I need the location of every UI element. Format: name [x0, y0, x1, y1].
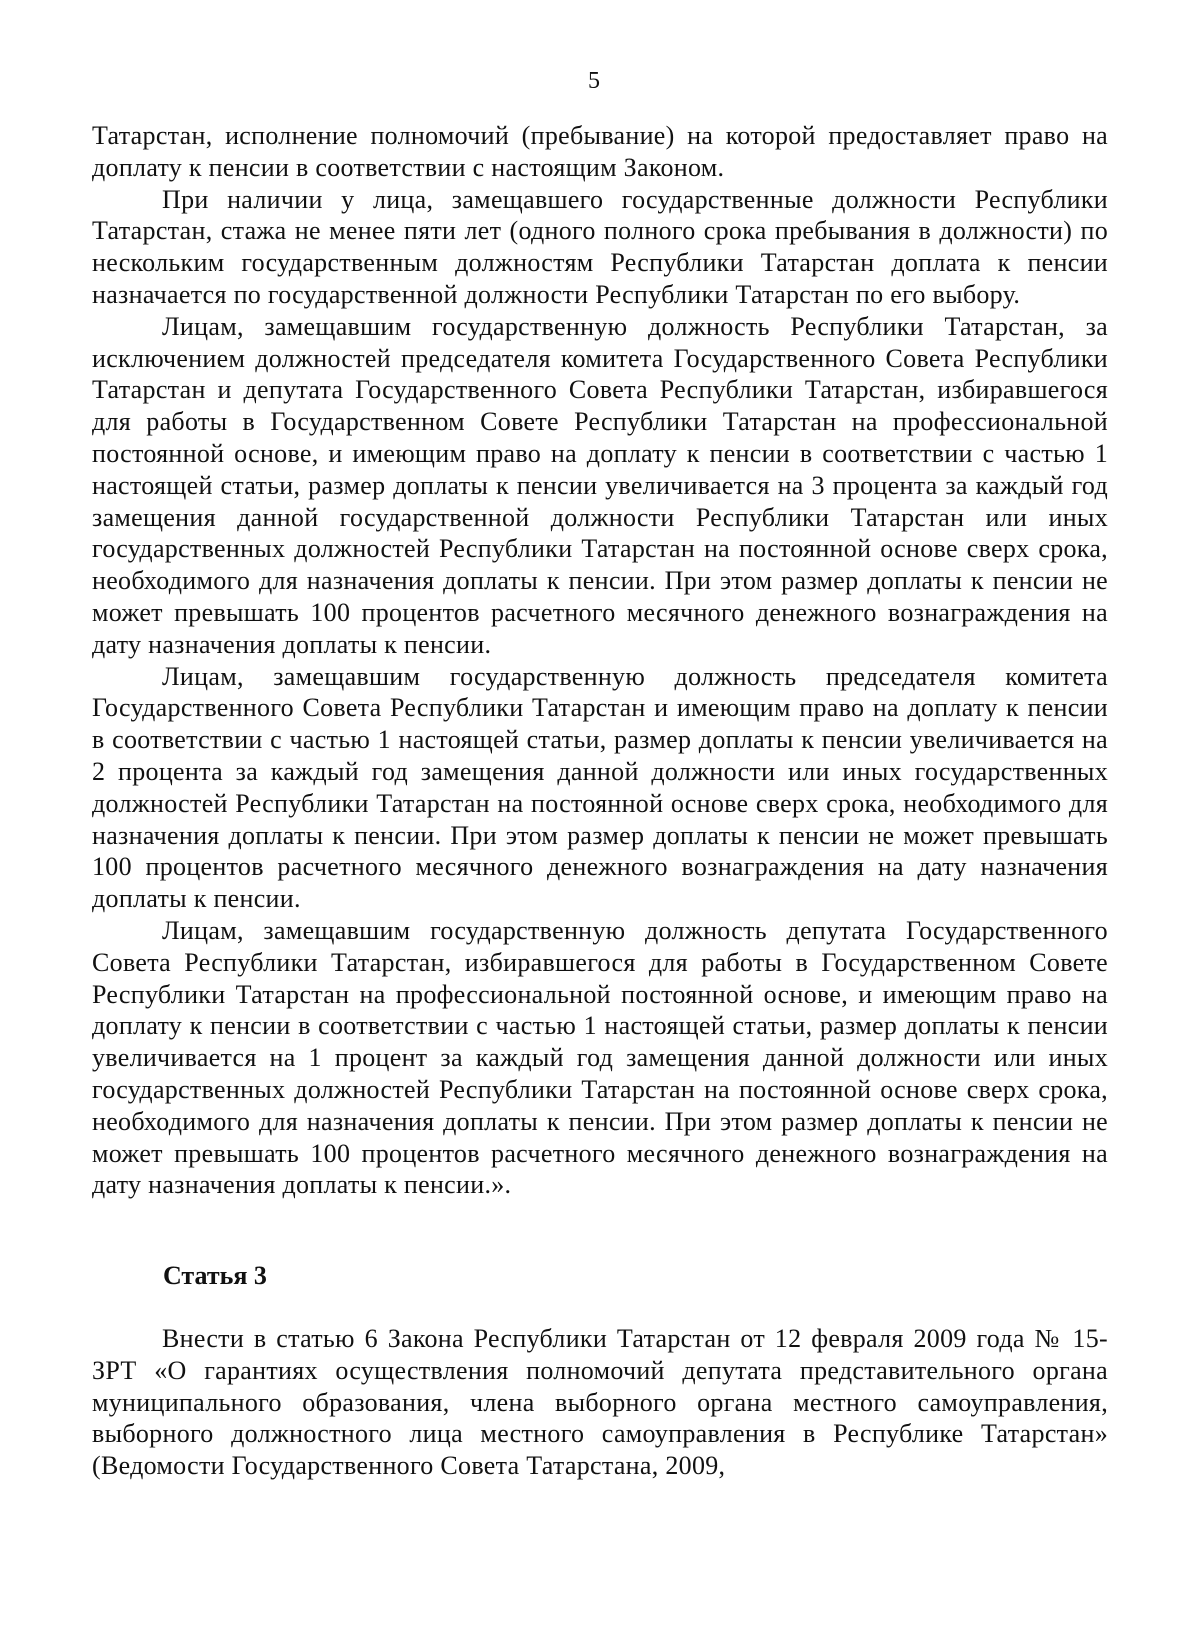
paragraph-continuation: Татарстан, исполнение полномочий (пребывание) на которой предоставляет право на доплату к пенсии в соответствии с настоящим Законом.	[92, 121, 1108, 182]
article-heading: Статья 3	[163, 1261, 267, 1290]
paragraph-one-percent: Лицам, замещавшим государственную должность депутата Государственного Совета Республики Татарстан, избиравшегося для работы в Государственном Совете Республики Татарстан на профессиональной постоянной основе, и имеющим право на доплату к пенсии в соответствии с частью 1 настоящей статьи, размер доплаты к пенсии увеличивается на 1 процент за каждый год замещения данной должности или иных государственных должностей Республики Татарстан на постоянной основе сверх срока, необходимого для назначения доплаты к пенсии. При этом размер доплаты к пенсии не может превышать 100 процентов расчетного месячного денежного вознаграждения на дату назначения доплаты к пенсии.».	[92, 915, 1108, 1200]
body-text	[92, 120, 1108, 1201]
page-number: 5	[588, 68, 600, 94]
article-paragraph: Внести в статью 6 Закона Республики Татарстан от 12 февраля 2009 года № 15-ЗРТ «О гарантиях осуществления полномочий депутата представительного органа муниципального образования, члена выборного органа местного самоуправления, выборного должностного лица местного самоуправления в Республике Татарстан» (Ведомости Государственного Совета Татарстана, 2009,	[92, 1324, 1108, 1481]
article-body	[92, 1323, 1108, 1482]
paragraph-three-percent: Лицам, замещавшим государственную должность Республики Татарстан, за исключением должностей председателя комитета Государственного Совета Республики Татарстан и депутата Государственного Совета Республики Татарстан, избиравшегося для работы в Государственном Совете Республики Татарстан на профессиональной постоянной основе, и имеющим право на доплату к пенсии в соответствии с частью 1 настоящей статьи, размер доплаты к пенсии увеличивается на 3 процента за каждый год замещения данной государственной должности Республики Татарстан или иных государственных должностей Республики Татарстан на постоянной основе сверх срока, необходимого для назначения доплаты к пенсии. При этом размер доплаты к пенсии не может превышать 100 процентов расчетного месячного денежного вознаграждения на дату назначения доплаты к пенсии.	[92, 311, 1108, 659]
paragraph-multiple-positions: При наличии у лица, замещавшего государственные должности Республики Татарстан, стажа не менее пяти лет (одного полного срока пребывания в должности) по нескольким государственным должностям Республики Татарстан доплата к пенсии назначается по государственной должности Республики Татарстан по его выбору.	[92, 184, 1108, 309]
paragraph-two-percent: Лицам, замещавшим государственную должность председателя комитета Государственного Совета Республики Татарстан и имеющим право на доплату к пенсии в соответствии с частью 1 настоящей статьи, размер доплаты к пенсии увеличивается на 2 процента за каждый год замещения данной должности или иных государственных должностей Республики Татарстан на постоянной основе сверх срока, необходимого для назначения доплаты к пенсии. При этом размер доплаты к пенсии не может превышать 100 процентов расчетного месячного денежного вознаграждения на дату назначения доплаты к пенсии.	[92, 661, 1108, 914]
